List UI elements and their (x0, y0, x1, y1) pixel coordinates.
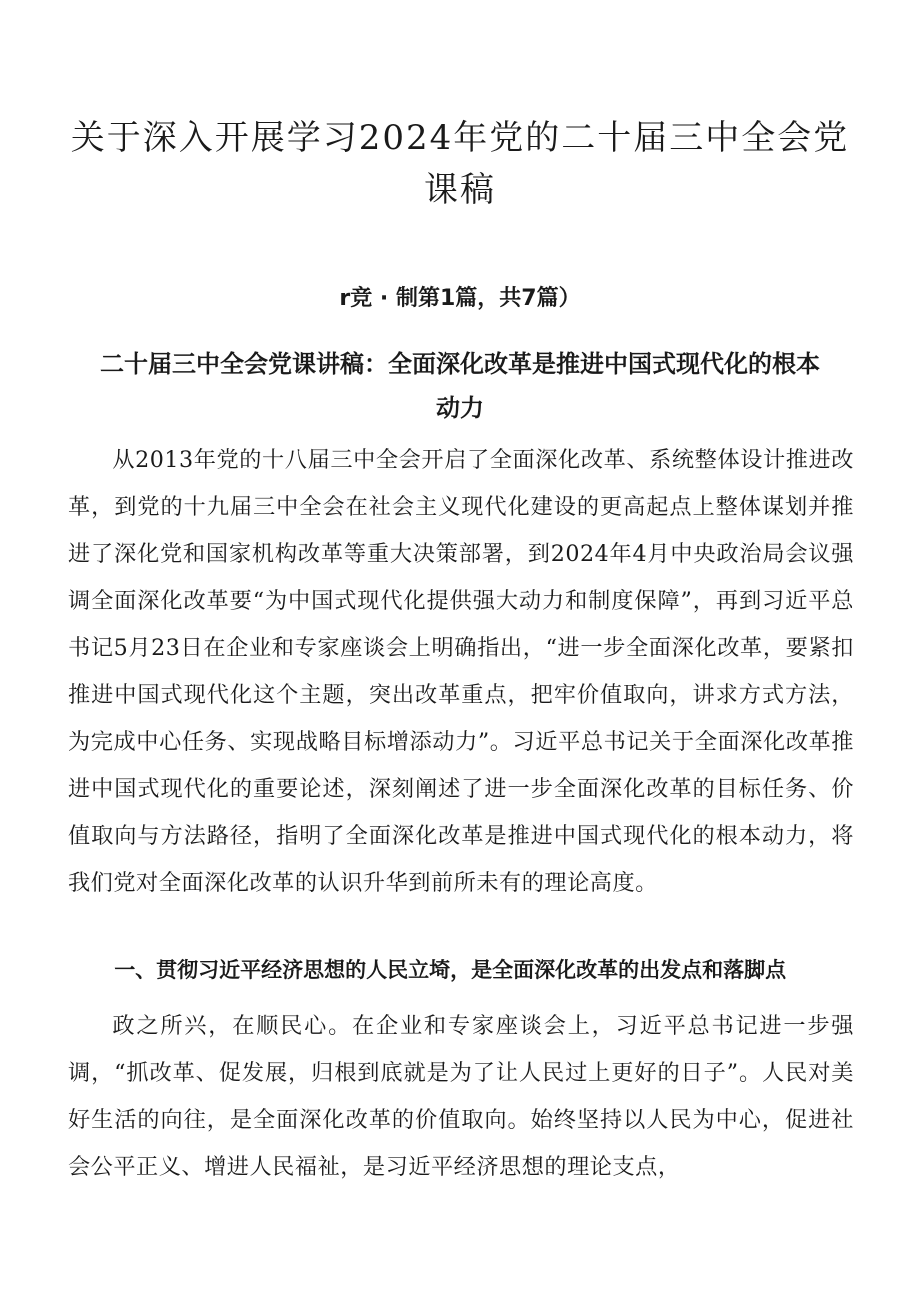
section-heading-1: 一、贯彻习近平经济思想的人民立埼，是全面深化改革的出发点和落脚点 (114, 958, 787, 982)
compilation-note: r竞 · 制第1篇，共7篇） (339, 286, 581, 311)
body-paragraph-1: 从2013年党的十八届三中全会开启了全面深化改革、系统整体设计推进改革，到党的十九届三中全会在社会主义现代化建设的更高起点上整体谋划并推进了深化党和国家机构改革等重大决策部署，到2024年4月中央政治局会议强调全面深化改革要“为中国式现代化提供强大动力和制度保障”，再到习近平总书记5月23日在企业和专家座谈会上明确指出，“进一步全面深化改革，要紧扣推进中国式现代化这个主题，突出改革重点，把牢价值取向，讲求方式方法，为完成中心任务、实现战略目标增添动力”。习近平总书记关于全面深化改革推进中国式现代化的重要论述，深刻阐述了进一步全面深化改革的目标任务、价值取向与方法路径，指明了全面深化改革是推进中国式现代化的根本动力，将我们党对全面深化改革的认识升华到前所未有的理论高度。 (68, 447, 854, 896)
body-paragraph-2: 政之所兴，在顺民心。在企业和专家座谈会上，习近平总书记进一步强调，“抓改革、促发展，归根到底就是为了让人民过上更好的日子”。人民对美好生活的向往，是全面深化改革的价值取向。始终坚持以人民为中心，促进社会公平正义、增进人民福祉，是习近平经济思想的理论支点， (68, 1013, 854, 1180)
article-heading: 二十届三中全会党课讲稿：全面深化改革是推进中国式现代化的根本动力 (100, 350, 820, 422)
document-title: 关于深入开展学习2024年党的二十届三中全会党课稿 (70, 118, 850, 210)
